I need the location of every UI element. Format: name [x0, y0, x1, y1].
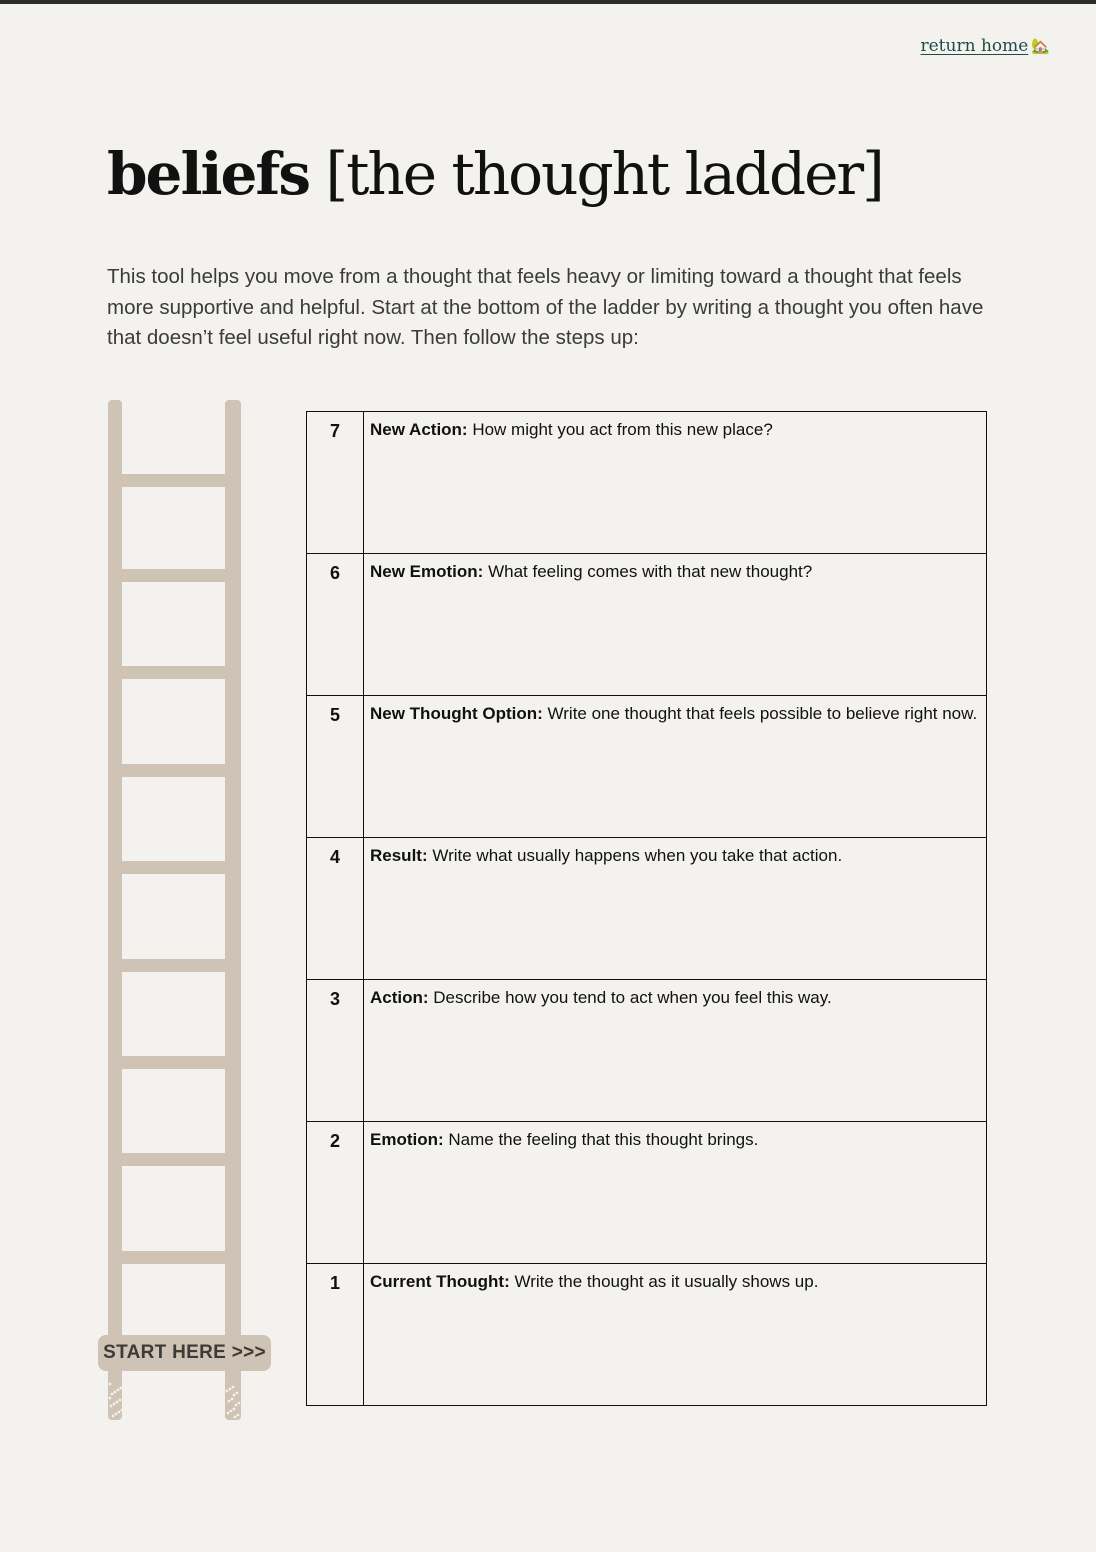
step-number: 6: [307, 554, 364, 696]
ladder-texture-speck: [119, 1399, 122, 1402]
ladder-rung: [120, 959, 228, 972]
intro-text: This tool helps you move from a thought that feels heavy or limiting toward a thought that feels more supportive and helpful. Start at the bottom of the ladder by writing a thought you often have that doesn’t feel useful right now. Then follow the steps up:: [107, 265, 984, 349]
house-icon: 🏡: [1031, 37, 1050, 55]
ladder-texture-speck: [112, 1415, 115, 1418]
ladder-texture-speck: [117, 1389, 120, 1392]
step-prompt-cell[interactable]: [364, 554, 987, 696]
step-number: 1: [307, 1264, 364, 1406]
step-label: Emotion:: [370, 1130, 444, 1149]
ladder-texture-speck: [114, 1391, 117, 1394]
step-instruction: Write the thought as it usually shows up.: [509, 1272, 819, 1291]
ladder-texture-speck: [234, 1416, 237, 1419]
ladder-rung: [120, 1056, 228, 1069]
ladder-right-rail: [225, 400, 241, 1420]
ladder-texture-speck: [238, 1402, 241, 1405]
step-label: Current Thought:: [370, 1272, 510, 1291]
ladder-texture-speck: [233, 1394, 236, 1397]
ladder-step-row: [307, 412, 987, 554]
ladder-texture-speck: [111, 1393, 114, 1396]
return-home-label: return home: [920, 36, 1029, 56]
return-home-link[interactable]: [921, 36, 1051, 56]
ladder-rung: [120, 666, 228, 679]
step-label: New Action:: [370, 420, 468, 439]
ladder-texture-speck: [227, 1412, 230, 1415]
ladder-texture-speck: [109, 1397, 112, 1400]
step-instruction: What feeling comes with that new thought?: [483, 562, 813, 581]
ladder-rung: [120, 764, 228, 777]
ladder-texture-speck: [229, 1388, 232, 1391]
ladder-texture-speck: [121, 1409, 124, 1412]
ladder-texture-speck: [116, 1401, 119, 1404]
ladder-texture-speck: [230, 1410, 233, 1413]
step-label: Result:: [370, 846, 428, 865]
step-number: 4: [307, 838, 364, 980]
ladder-texture-speck: [109, 1383, 112, 1386]
step-instruction: Write one thought that feels possible to believe right now.: [542, 704, 978, 723]
ladder-step-row: [307, 1264, 987, 1406]
ladder-texture-speck: [226, 1390, 229, 1393]
page-title: [107, 140, 883, 208]
ladder-rung: [120, 1251, 228, 1264]
step-number: 5: [307, 696, 364, 838]
step-prompt-cell[interactable]: [364, 1122, 987, 1264]
ladder-texture-speck: [118, 1411, 121, 1414]
page-title-bold: beliefs: [107, 140, 310, 208]
step-number: 2: [307, 1122, 364, 1264]
ladder-texture-speck: [231, 1398, 234, 1401]
ladder-texture-speck: [120, 1387, 123, 1390]
page-title-rest: [the thought ladder]: [309, 140, 883, 208]
ladder-left-rail: [108, 400, 122, 1420]
ladder-rung: [120, 861, 228, 874]
ladder-texture-speck: [236, 1392, 239, 1395]
step-instruction: How might you act from this new place?: [467, 420, 773, 439]
step-instruction: Describe how you tend to act when you feel this way.: [428, 988, 832, 1007]
ladder-texture-speck: [233, 1408, 236, 1411]
ladder-step-row: [307, 696, 987, 838]
ladder-graphic: [98, 396, 278, 1426]
step-prompt-cell[interactable]: [364, 838, 987, 980]
ladder-illustration: [98, 396, 278, 1426]
ladder-texture-speck: [113, 1403, 116, 1406]
ladder-rung: [120, 1153, 228, 1166]
step-instruction: Name the feeling that this thought brings.: [443, 1130, 759, 1149]
ladder-texture-speck: [115, 1413, 118, 1416]
ladder-texture-speck: [235, 1404, 238, 1407]
step-number: 7: [307, 412, 364, 554]
ladder-texture-speck: [237, 1414, 240, 1417]
ladder-texture-speck: [228, 1400, 231, 1403]
step-label: New Emotion:: [370, 562, 484, 581]
ladder-rung: [120, 569, 228, 582]
step-label: Action:: [370, 988, 429, 1007]
ladder-texture-speck: [232, 1386, 235, 1389]
step-instruction: Write what usually happens when you take that action.: [427, 846, 843, 865]
step-prompt-cell[interactable]: [364, 696, 987, 838]
ladder-step-row: [307, 1122, 987, 1264]
step-number: 3: [307, 980, 364, 1122]
ladder-rung: [120, 474, 228, 487]
step-prompt-cell[interactable]: [364, 980, 987, 1122]
step-prompt-cell[interactable]: [364, 412, 987, 554]
step-prompt-cell[interactable]: [364, 1264, 987, 1406]
ladder-step-row: [307, 838, 987, 980]
step-label: New Thought Option:: [370, 704, 543, 723]
top-border: [0, 0, 1096, 4]
thought-ladder-table: [306, 411, 987, 1406]
ladder-texture-speck: [110, 1405, 113, 1408]
start-here-badge: START HERE >>>: [98, 1335, 271, 1371]
ladder-step-row: [307, 980, 987, 1122]
ladder-step-row: [307, 554, 987, 696]
